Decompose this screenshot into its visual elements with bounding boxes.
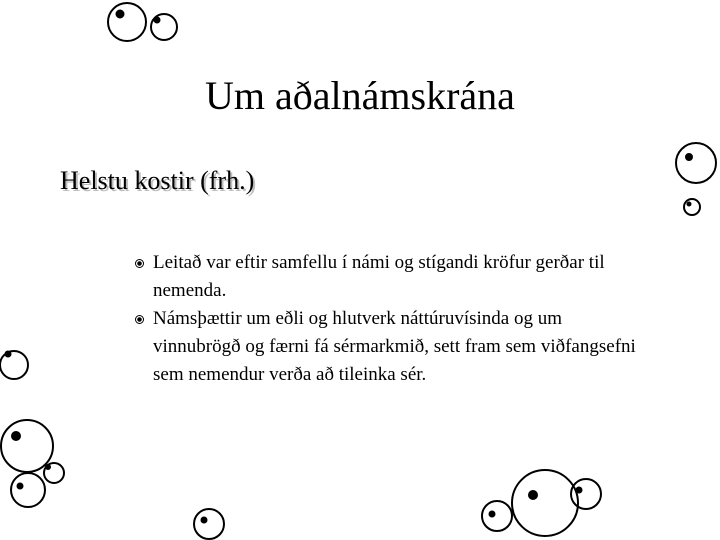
- bubble-cluster-bottom: [194, 470, 601, 539]
- bullet-icon: [135, 315, 144, 324]
- bubble-cluster-left: [0, 351, 64, 507]
- bullet-text: Leitað var eftir samfellu í námi og stígandi kröfur gerðar til nemenda.: [153, 252, 605, 301]
- bubble-cluster-right: [676, 143, 716, 215]
- slide-subtitle: Helstu kostir (frh.): [60, 166, 255, 195]
- bullet-icon: [135, 259, 144, 268]
- bullet-item: [133, 249, 653, 305]
- bullet-text: Námsþættir um eðli og hlutverk náttúruvísinda og um vinnubrögð og færni fá sérmarkmið, sett fram sem viðfangsefni sem nemendur verða að tileinka sér.: [153, 308, 636, 385]
- bullet-item: [133, 305, 653, 389]
- slide-title: Um aðalnámskrána: [205, 73, 515, 118]
- bubble-cluster-top: [108, 3, 177, 41]
- bullet-list: [133, 249, 653, 389]
